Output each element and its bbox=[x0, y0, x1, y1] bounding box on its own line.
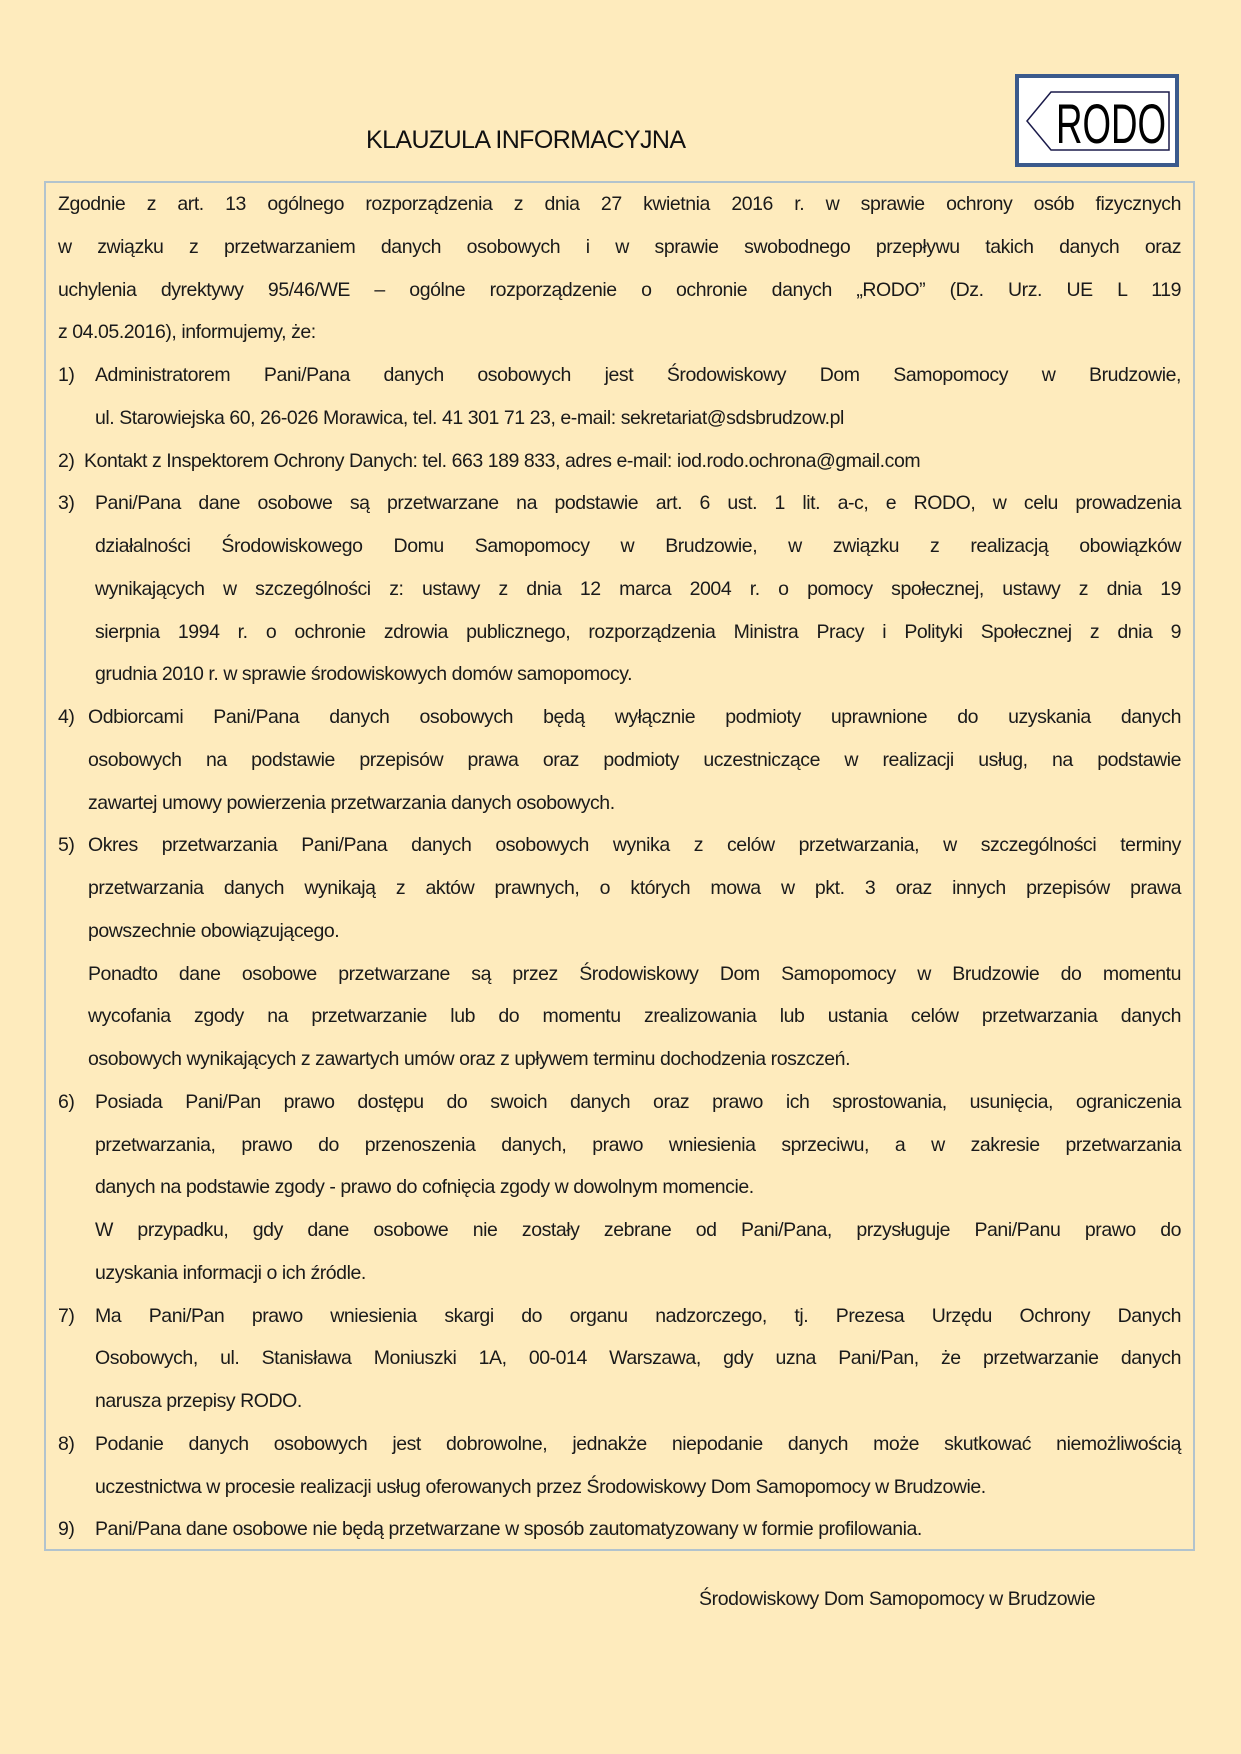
list-item-text: Ma Pani/Pan prawo wniesienia skargi do organu nadzorczego, tj. Prezesa Urzędu Ochrony Danych bbox=[95, 1304, 1181, 1327]
list-item-number: 9) bbox=[58, 1518, 75, 1541]
list-item-number: 3) bbox=[58, 492, 75, 515]
list-item-line bbox=[58, 1380, 1181, 1423]
list-item-line bbox=[58, 1252, 1181, 1295]
list-item-text: przetwarzania, prawo do przenoszenia danych, prawo wniesienia sprzeciwu, a w zakresie przetwarzania bbox=[95, 1133, 1181, 1156]
list-item-line bbox=[58, 1295, 1181, 1338]
list-item-text: osobowych na podstawie przepisów prawa oraz podmioty uczestniczące w realizacji usług, na podstawie bbox=[88, 748, 1181, 771]
list-item-number: 6) bbox=[58, 1090, 75, 1113]
list-item-text: W przypadku, gdy dane osobowe nie zostały zebrane od Pani/Pana, przysługuje Pani/Panu prawo do bbox=[95, 1219, 1181, 1241]
list-item-line bbox=[58, 1209, 1181, 1252]
list-item-line bbox=[58, 482, 1181, 525]
intro-line: w związku z przetwarzaniem danych osobowych i w sprawie swobodnego przepływu takich danych oraz bbox=[58, 235, 1181, 258]
svg-text:RODO: RODO bbox=[1056, 92, 1166, 155]
list-item-line bbox=[58, 1081, 1181, 1124]
list-item-text: Ponadto dane osobowe przetwarzane są przez Środowiskowy Dom Samopomocy w Brudzowie do momentu bbox=[88, 962, 1181, 985]
list-item-number: 8) bbox=[58, 1432, 75, 1455]
list-item-text: osobowych wynikających z zawartych umów oraz z upływem terminu dochodzenia roszczeń. bbox=[88, 1048, 851, 1070]
list-item-text: Posiada Pani/Pan prawo dostępu do swoich danych oraz prawo ich sprostowania, usunięcia, ograniczenia bbox=[95, 1090, 1181, 1113]
list-item-text: wynikających w szczególności z: ustawy z dnia 12 marca 2004 r. o pomocy społecznej, ustawy z dnia 19 bbox=[95, 577, 1181, 600]
list-item-text: Pani/Pana dane osobowe są przetwarzane na podstawie art. 6 ust. 1 lit. a-c, e RODO, w celu prowadzenia bbox=[95, 492, 1181, 515]
list-item-text: powszechnie obowiązującego. bbox=[88, 919, 340, 942]
list-item-line bbox=[58, 995, 1181, 1038]
list-item-text: Odbiorcami Pani/Pana danych osobowych będą wyłącznie podmioty uprawnione do uzyskania danych bbox=[88, 706, 1181, 728]
intro-line: z 04.05.2016), informujemy, że: bbox=[58, 321, 316, 344]
list-item-number: 1) bbox=[58, 364, 75, 386]
list-item-text: wycofania zgody na przetwarzanie lub do momentu zrealizowania lub ustania celów przetwarzania danych bbox=[88, 1005, 1181, 1028]
list-item-text: Podanie danych osobowych jest dobrowolne, jednakże niepodanie danych może skutkować niemożliwością bbox=[95, 1432, 1181, 1455]
list-item-text: Okres przetwarzania Pani/Pana danych osobowych wynika z celów przetwarzania, w szczególności terminy bbox=[88, 834, 1181, 857]
list-item-text: ul. Starowiejska 60, 26-026 Morawica, tel. 41 301 71 23, e-mail: sekretariat@sdsbrudzow.pl bbox=[95, 406, 844, 429]
list-item-text: uzyskania informacji o ich źródle. bbox=[95, 1261, 366, 1284]
list-item-line bbox=[58, 782, 1181, 825]
list-item-text: Osobowych, ul. Stanisława Moniuszki 1A, 00-014 Warszawa, gdy uzna Pani/Pan, że przetwarzanie danych bbox=[95, 1347, 1181, 1370]
list-item-text: sierpnia 1994 r. o ochronie zdrowia publicznego, rozporządzenia Ministra Pracy i Polityki Społecznej z dnia 9 bbox=[95, 620, 1181, 643]
list-item-text: uczestnictwa w procesie realizacji usług oferowanych przez Środowiskowy Dom Samopomocy w Brudzowie. bbox=[95, 1475, 986, 1498]
list-item-line bbox=[58, 953, 1181, 996]
list-item-line bbox=[58, 1038, 1181, 1081]
list-item-number: 5) bbox=[58, 834, 75, 857]
list-item-text: Kontakt z Inspektorem Ochrony Danych: tel. 663 189 833, adres e-mail: iod.rodo.ochrona@gmail.com bbox=[84, 449, 921, 472]
list-item-line bbox=[58, 653, 1181, 696]
list-item-number: 2) bbox=[58, 449, 75, 472]
list-item-text: narusza przepisy RODO. bbox=[95, 1390, 302, 1412]
list-item-number: 7) bbox=[58, 1304, 75, 1327]
list-item-line bbox=[58, 1466, 1181, 1509]
list-item-line bbox=[58, 696, 1181, 739]
rodo-tag-icon bbox=[1025, 88, 1173, 154]
list-item-text: Pani/Pana dane osobowe nie będą przetwarzane w sposób zautomatyzowany w formie profilowania. bbox=[95, 1518, 922, 1541]
list-item-line bbox=[58, 867, 1181, 910]
list-item-line bbox=[58, 440, 1181, 483]
list-item-line bbox=[58, 1166, 1181, 1209]
list-item-text: działalności Środowiskowego Domu Samopomocy w Brudzowie, w związku z realizacją obowiązków bbox=[95, 535, 1181, 557]
intro-line: Zgodnie z art. 13 ogólnego rozporządzenia z dnia 27 kwietnia 2016 r. w sprawie ochrony osób fizycznych bbox=[58, 193, 1181, 215]
list-item-line bbox=[58, 910, 1181, 953]
list-item-line bbox=[58, 568, 1181, 611]
list-item-text: danych na podstawie zgody - prawo do cofnięcia zgody w dowolnym momencie. bbox=[95, 1176, 754, 1199]
list-item-line bbox=[58, 354, 1181, 397]
list-item-line bbox=[58, 611, 1181, 654]
rodo-logo bbox=[1015, 74, 1179, 167]
list-item-text: przetwarzania danych wynikają z aktów prawnych, o których mowa w pkt. 3 oraz innych przepisów prawa bbox=[88, 877, 1181, 899]
list-item-line bbox=[58, 1124, 1181, 1167]
list-item-line bbox=[58, 397, 1181, 440]
document-title: KLAUZULA INFORMACYJNA bbox=[366, 126, 686, 154]
list-item-number: 4) bbox=[58, 706, 75, 728]
list-item-line bbox=[58, 824, 1181, 867]
signature: Środowiskowy Dom Samopomocy w Brudzowie bbox=[699, 1588, 1096, 1610]
list-item-text: zawartej umowy powierzenia przetwarzania danych osobowych. bbox=[88, 791, 615, 814]
list-item-line bbox=[58, 1337, 1181, 1380]
list-item-text: Administratorem Pani/Pana danych osobowych jest Środowiskowy Dom Samopomocy w Brudzowie, bbox=[95, 364, 1181, 386]
list-item-line bbox=[58, 525, 1181, 568]
list-item-line bbox=[58, 1508, 1181, 1551]
list-item-line bbox=[58, 739, 1181, 782]
list-item-line bbox=[58, 1423, 1181, 1466]
intro-line: uchylenia dyrektywy 95/46/WE – ogólne rozporządzenie o ochronie danych „RODO” (Dz. Urz. UE L 119 bbox=[58, 278, 1181, 301]
information-clause-box bbox=[44, 181, 1195, 1551]
list-item-text: grudnia 2010 r. w sprawie środowiskowych domów samopomocy. bbox=[95, 663, 633, 686]
